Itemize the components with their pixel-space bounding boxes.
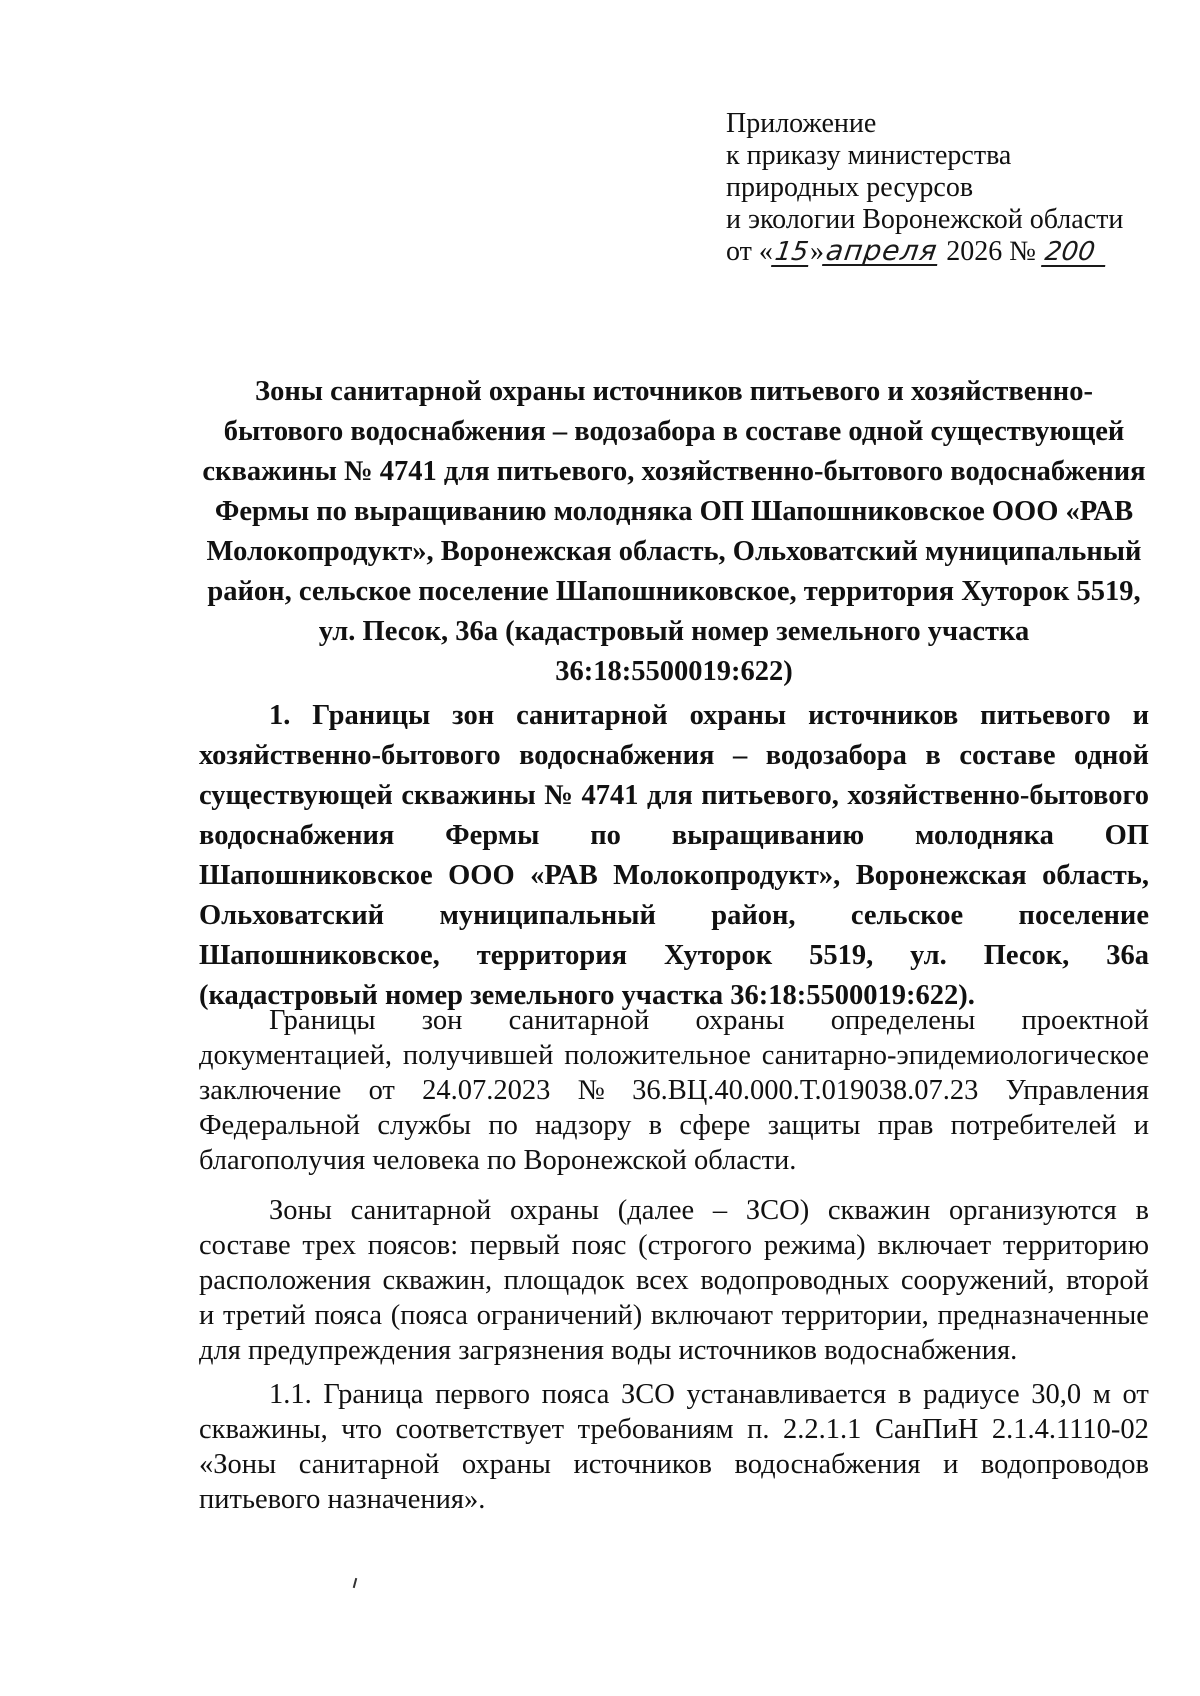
section-line: хозяйственно-бытового водоснабжения – водозабора в составе одной [199, 740, 1149, 771]
order-date-line [726, 236, 1166, 268]
section-line: Шапошниковское ООО «РАВ Молокопродукт», Воронежская область, [199, 860, 1149, 891]
paragraph-line: заключение от 24.07.2023 № 36.ВЦ.40.000.Т.019038.07.23 Управления [199, 1075, 1149, 1106]
title-line: Молокопродукт», Воронежская область, Ольховатский муниципальный [206, 536, 1142, 567]
paragraph-line: благополучия человека по Воронежской области. [199, 1145, 797, 1176]
section-line: Шапошниковское, территория Хуторок 5519, ул. Песок, 36а [199, 940, 1149, 971]
appendix-line: природных ресурсов [726, 172, 974, 203]
paragraph-line: расположения скважин, площадок всех водопроводных сооружений, второй [199, 1265, 1149, 1296]
appendix-line: и экологии Воронежской области [726, 204, 1124, 235]
year-and-number-sign: 2026 № [939, 236, 1043, 267]
section-line: Ольховатский муниципальный район, сельское поселение [199, 900, 1149, 931]
section-1-heading [199, 698, 1149, 1018]
paragraph-line: документацией, получившей положительное санитарно-эпидемиологическое [199, 1040, 1149, 1071]
date-prefix: от « [726, 236, 773, 267]
paragraph-zones [199, 1193, 1149, 1368]
paragraph-line: Зоны санитарной охраны (далее – ЗСО) скважин организуются в [269, 1195, 1149, 1226]
title-line: бытового водоснабжения – водозабора в составе одной существующей [223, 416, 1125, 447]
paragraph-line: питьевого назначения». [199, 1484, 486, 1515]
title-line: район, сельское поселение Шапошниковское, территория Хуторок 5519, [207, 576, 1141, 607]
handwritten-order-number: 200 [1041, 239, 1109, 267]
paragraph-line: для предупреждения загрязнения воды источников водоснабжения. [199, 1335, 1018, 1366]
appendix-line: Приложение [726, 108, 877, 139]
paragraph-line: Границы зон санитарной охраны определены проектной [269, 1005, 1149, 1036]
paragraph-line: и третий пояса (пояса ограничений) включают территории, предназначенные [199, 1300, 1149, 1331]
paragraph-line: 1.1. Граница первого пояса ЗСО устанавливается в радиусе 30,0 м от [269, 1379, 1149, 1410]
title-line: скважины № 4741 для питьевого, хозяйственно-бытового водоснабжения [202, 456, 1146, 487]
title-line: ул. Песок, 36а (кадастровый номер земельного участка [318, 616, 1030, 647]
paragraph-line: скважины, что соответствует требованиям п. 2.2.1.1 СанПиН 2.1.4.1110-02 [199, 1414, 1149, 1445]
paragraph-line: составе трех поясов: первый пояс (строгого режима) включает территорию [199, 1230, 1149, 1261]
section-line: водоснабжения Фермы по выращиванию молодняка ОП [199, 820, 1149, 851]
title-line: Зоны санитарной охраны источников питьевого и хозяйственно- [255, 376, 1093, 407]
section-line: существующей скважины № 4741 для питьевого, хозяйственно-бытового [199, 780, 1149, 811]
paragraph-line: «Зоны санитарной охраны источников водоснабжения и водопроводов [199, 1449, 1149, 1480]
section-line: (кадастровый номер земельного участка 36:18:5500019:622). [199, 980, 975, 1011]
appendix-header [726, 108, 1166, 268]
handwritten-month: апреля [823, 234, 940, 267]
appendix-line: к приказу министерства [726, 140, 1012, 171]
paragraph-boundaries [199, 1003, 1149, 1178]
section-line: 1. Границы зон санитарной охраны источников питьевого и [269, 700, 1149, 731]
scan-speck [353, 1578, 358, 1588]
paragraph-first-belt [199, 1377, 1149, 1517]
handwritten-day: 15 [772, 237, 811, 267]
title-line: 36:18:5500019:622) [555, 656, 793, 687]
document-title [200, 372, 1148, 692]
date-mid: » [809, 236, 824, 267]
paragraph-line: Федеральной службы по надзору в сфере защиты прав потребителей и [199, 1110, 1149, 1141]
title-line: Фермы по выращиванию молодняка ОП Шапошниковское ООО «РАВ [214, 496, 1134, 527]
